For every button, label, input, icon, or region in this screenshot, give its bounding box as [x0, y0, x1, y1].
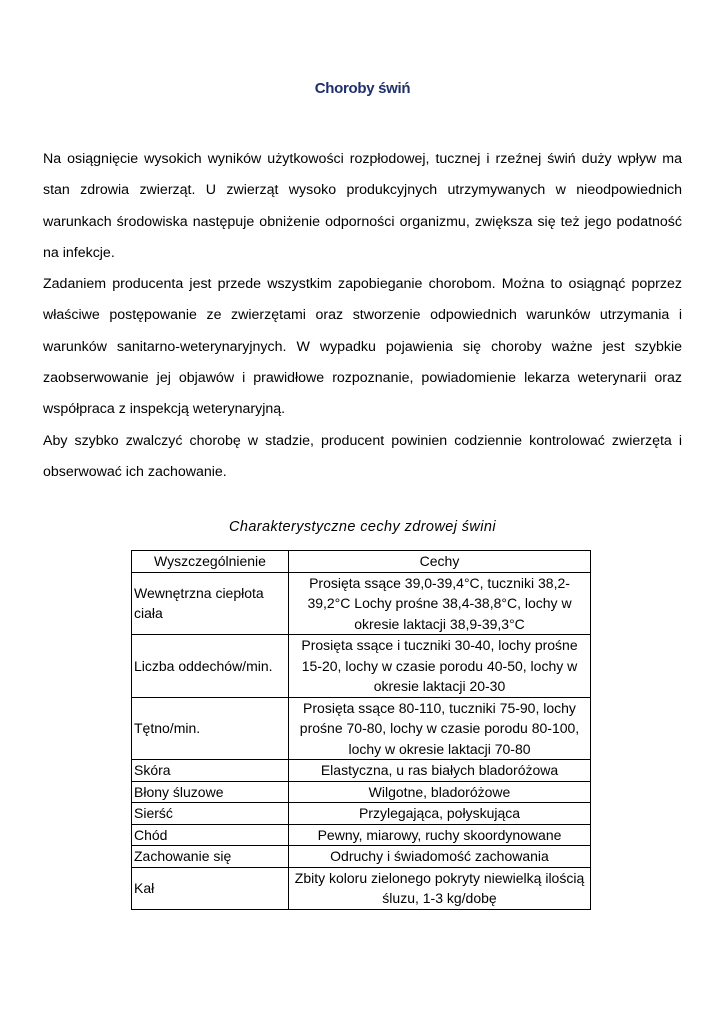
- row-value: Odruchy i świadomość zachowania: [289, 846, 591, 868]
- row-value: Prosięta ssące 80-110, tuczniki 75-90, lochy prośne 70-80, lochy w czasie porodu 80-100, lochy w okresie laktacji 70-80: [289, 697, 591, 760]
- body-text: [43, 144, 682, 488]
- table-row: [132, 760, 591, 782]
- row-value: Pewny, miarowy, ruchy skoordynowane: [289, 824, 591, 846]
- row-value: Prosięta ssące 39,0-39,4°C, tuczniki 38,2-39,2°C Lochy prośne 38,4-38,8°C, lochy w okresie laktacji 38,9-39,3°C: [289, 572, 591, 635]
- row-name: Liczba oddechów/min.: [132, 635, 289, 698]
- table-row: [132, 781, 591, 803]
- row-value: Wilgotne, bladoróżowe: [289, 781, 591, 803]
- table-row: [132, 846, 591, 868]
- table-caption: Charakterystyczne cechy zdrowej świni: [228, 519, 497, 535]
- header-features: Cechy: [289, 551, 591, 573]
- table-header-row: [132, 551, 591, 573]
- row-name: Kał: [132, 867, 289, 909]
- header-specification: Wyszczególnienie: [132, 551, 289, 573]
- row-name: Błony śluzowe: [132, 781, 289, 803]
- page-title: Choroby świń: [314, 80, 411, 97]
- row-name: Sierść: [132, 803, 289, 825]
- healthy-pig-features-table: [131, 550, 591, 910]
- row-name: Skóra: [132, 760, 289, 782]
- row-value: Prosięta ssące i tuczniki 30-40, lochy prośne 15-20, lochy w czasie porodu 40-50, lochy w okresie laktacji 20-30: [289, 635, 591, 698]
- table-row: [132, 824, 591, 846]
- paragraph-intro: Na osiągnięcie wysokich wyników użytkowości rozpłodowej, tucznej i rzeźnej świń duży wpływ ma stan zdrowia zwierząt. U zwierząt wysoko produkcyjnych utrzymywanych w nieodpowiednich warunkach środowiska następuje obniżenie odporności organizmu, zwiększa się też jego podatność na infekcje.: [43, 151, 682, 261]
- paragraph-prevention: Zadaniem producenta jest przede wszystkim zapobieganie chorobom. Można to osiągnąć poprzez właściwe postępowanie ze zwierzętami oraz stworzenie odpowiednich warunków utrzymania i warunków sanitarno-weterynaryjnych. W wypadku pojawienia się choroby ważne jest szybkie zaobserwowanie jej objawów i prawidłowe rozpoznanie, powiadomienie lekarza weterynarii oraz współpraca z inspekcją weterynaryjną.: [43, 276, 682, 418]
- table-row: [132, 803, 591, 825]
- row-name: Zachowanie się: [132, 846, 289, 868]
- row-value: Przylegająca, połyskująca: [289, 803, 591, 825]
- table-row: [132, 867, 591, 909]
- table-row: [132, 697, 591, 760]
- row-name: Wewnętrzna ciepłota ciała: [132, 572, 289, 635]
- row-value: Elastyczna, u ras białych bladoróżowa: [289, 760, 591, 782]
- table-row: [132, 635, 591, 698]
- paragraph-observation: Aby szybko zwalczyć chorobę w stadzie, producent powinien codziennie kontrolować zwierzęta i obserwować ich zachowanie.: [43, 432, 682, 480]
- table-row: [132, 572, 591, 635]
- row-name: Tętno/min.: [132, 697, 289, 760]
- row-name: Chód: [132, 824, 289, 846]
- row-value: Zbity koloru zielonego pokryty niewielką ilością śluzu, 1-3 kg/dobę: [289, 867, 591, 909]
